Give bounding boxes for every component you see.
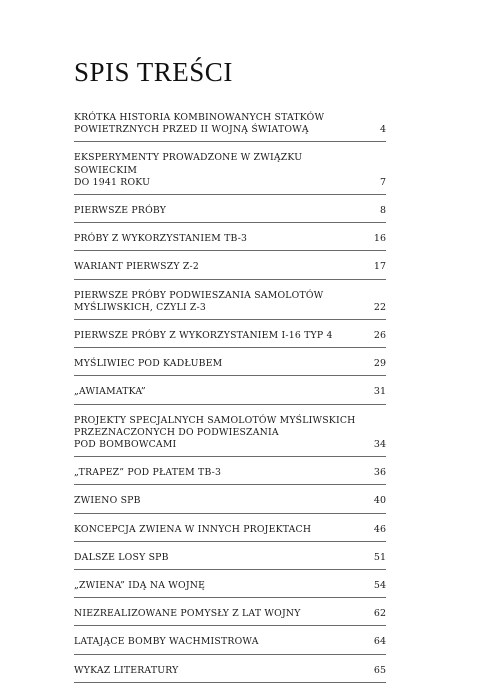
toc-entry-page: 16: [373, 233, 386, 245]
toc-entry[interactable]: [74, 608, 386, 626]
toc-entry-title: WARIANT PIERWSZY Z-2: [74, 261, 199, 273]
toc-entry[interactable]: [74, 233, 386, 251]
toc-entry-page: 46: [373, 523, 386, 535]
toc-entry[interactable]: [74, 330, 386, 348]
toc-entry-title: PIERWSZE PRÓBY PODWIESZANIA SAMOLOTÓW MYŚLIWSKICH, CZYLI Z-3: [74, 289, 324, 313]
toc-entry-title: MYŚLIWIEC POD KADŁUBEM: [74, 358, 223, 370]
toc-entry-title: PIERWSZE PRÓBY: [74, 205, 167, 217]
toc-entry-page: 4: [379, 124, 386, 136]
toc-entry-title: WYKAZ LITERATURY: [74, 664, 179, 676]
toc-entry[interactable]: [74, 290, 386, 320]
toc-entry-title: PROJEKTY SPECJALNYCH SAMOLOTÓW MYŚLIWSKICH PRZEZNACZONYCH DO PODWIESZANIA POD BOMBOWCAMI: [74, 414, 356, 451]
toc-entry-title: NIEZREALIZOWANE POMYSŁY Z LAT WOJNY: [74, 608, 301, 620]
toc-entry[interactable]: [74, 415, 386, 458]
table-of-contents: [74, 112, 386, 693]
toc-entry[interactable]: [74, 665, 386, 683]
toc-entry-title: KRÓTKA HISTORIA KOMBINOWANYCH STATKÓW POWIETRZNYCH PRZED II WOJNĄ ŚWIATOWĄ: [74, 112, 325, 136]
toc-entry[interactable]: [74, 152, 386, 195]
toc-entry[interactable]: [74, 524, 386, 542]
toc-entry[interactable]: [74, 580, 386, 598]
toc-entry[interactable]: [74, 358, 386, 376]
toc-entry-title: ZWIENO SPB: [74, 495, 141, 507]
toc-entry-page: 64: [373, 636, 386, 648]
toc-entry-title: PIERWSZE PRÓBY Z WYKORZYSTANIEM I-16 TYP 4: [74, 330, 333, 342]
toc-entry-page: 29: [373, 358, 386, 370]
toc-entry-page: 7: [379, 176, 386, 188]
toc-entry-page: 36: [373, 467, 386, 479]
toc-entry-title: EKSPERYMENTY PROWADZONE W ZWIĄZKU SOWIECKIM DO 1941 ROKU: [74, 152, 303, 188]
toc-entry-title: „ZWIENA” IDĄ NA WOJNĘ: [74, 580, 206, 592]
toc-entry[interactable]: [74, 552, 386, 570]
toc-entry-page: 51: [373, 551, 386, 563]
toc-entry[interactable]: [74, 467, 386, 485]
toc-entry-title: LATAJĄCE BOMBY WACHMISTROWA: [74, 636, 259, 648]
toc-entry[interactable]: [74, 261, 386, 279]
toc-entry-title: „AWIAMATKA”: [74, 386, 146, 398]
toc-entry-page: 26: [373, 330, 386, 342]
toc-entry-page: 65: [373, 664, 386, 676]
toc-entry-page: 54: [373, 580, 386, 592]
toc-entry-page: 17: [373, 261, 386, 273]
toc-entry-title: „TRAPEZ” POD PŁATEM TB-3: [74, 467, 222, 479]
toc-entry[interactable]: [74, 495, 386, 513]
toc-entry-title: DALSZE LOSY SPB: [74, 551, 169, 563]
toc-entry[interactable]: [74, 386, 386, 404]
toc-entry-page: 62: [373, 608, 386, 620]
toc-entry-page: 8: [379, 205, 386, 217]
page-title: SPIS TREŚCI: [74, 57, 233, 87]
toc-entry-page: 40: [373, 495, 386, 507]
toc-entry-title: PRÓBY Z WYKORZYSTANIEM TB-3: [74, 233, 248, 245]
toc-entry[interactable]: [74, 112, 386, 142]
toc-entry-page: 34: [373, 439, 386, 451]
toc-entry-title: KONCEPCJA ZWIENA W INNYCH PROJEKTACH: [74, 523, 312, 535]
toc-entry[interactable]: [74, 205, 386, 223]
toc-entry-page: 22: [373, 301, 386, 313]
toc-entry[interactable]: [74, 636, 386, 654]
toc-entry-page: 31: [373, 386, 386, 398]
